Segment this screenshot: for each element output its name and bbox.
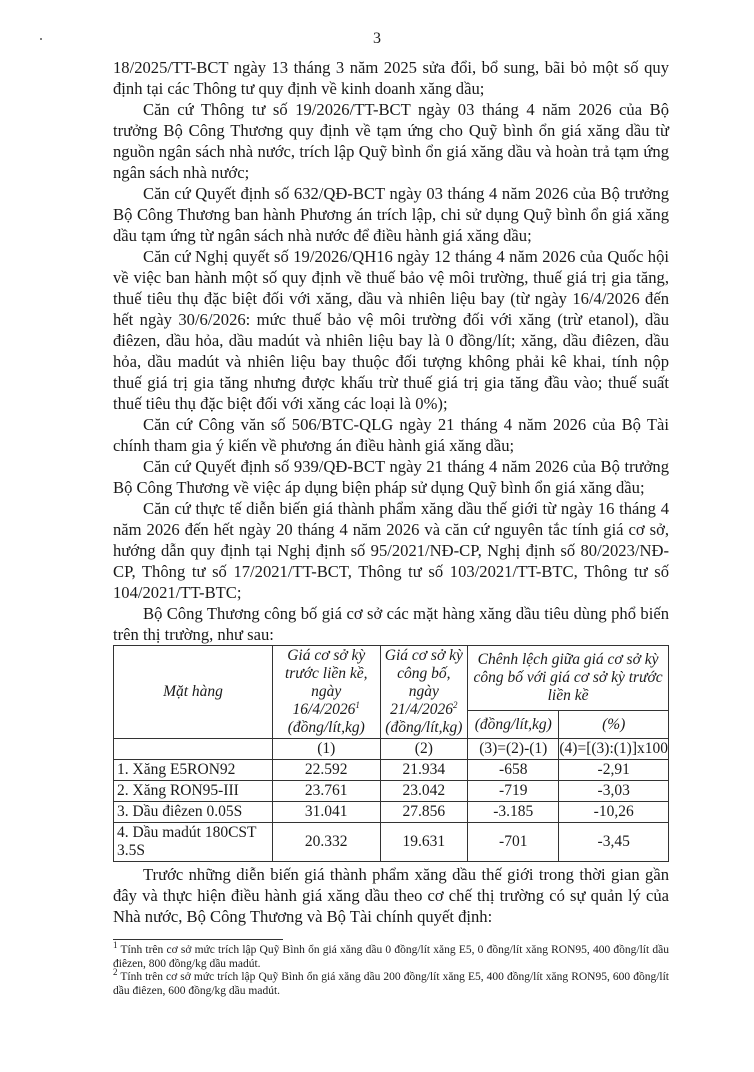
paragraph: Căn cứ Quyết định số 939/QĐ-BCT ngày 21 tháng 4 năm 2026 của Bộ trưởng Bộ Công Thương về việc áp dụng biện pháp sử dụng Quỹ bình ổn giá xăng dầu; [113,457,669,497]
formula-cell: (2) [380,739,468,760]
cell-diff: -658 [468,760,559,781]
paragraph: Căn cứ Thông tư số 19/2026/TT-BCT ngày 03 tháng 4 năm 2026 của Bộ trưởng Bộ Công Thương quy định về tạm ứng cho Quỹ bình ổn giá xăng dầu từ nguồn ngân sách nhà nước, trích lập Quỹ bình ổn giá xăng dầu và hoàn trả tạm ứng ngân sách nhà nước; [113,100,669,182]
cell-diff: -3.185 [468,802,559,823]
footnote-text: Tính trên cơ sở mức trích lập Quỹ Bình ổn giá xăng dầu 200 đồng/lít xăng E5, 400 đồng/lít xăng RON95, 600 đồng/lít dầu điêzen, 600 đồng/kg dầu madút. [113,971,669,997]
footnote-mark: 2 [113,967,118,978]
paragraph: Bộ Công Thương công bố giá cơ sở các mặt hàng xăng dầu tiêu dùng phổ biến trên thị trường, như sau: [113,604,669,644]
cell-curr: 21.934 [380,760,468,781]
footnote-text: Tính trên cơ sở mức trích lập Quỹ Bình ổn giá xăng dầu 0 đồng/lít xăng E5, 0 đồng/lít xăng RON95, 400 đồng/lít dầu điêzen, 800 đồng/kg dầu madút. [113,944,669,970]
cell-item: 4. Dầu madút 180CST 3.5S [114,823,273,862]
footnote [113,967,669,998]
footnote-ref: 1 [355,699,360,710]
formula-cell: (4)=[(3):(1)]x100 [559,739,669,760]
cell-pct: -3,45 [559,823,669,862]
cell-item: 1. Xăng E5RON92 [114,760,273,781]
header-prev-label: Giá cơ sở kỳ trước liền kề, ngày 16/4/2026 [284,647,368,718]
cell-pct: -2,91 [559,760,669,781]
header-prev-unit: (đồng/lít,kg) [287,719,365,736]
cell-pct: -3,03 [559,781,669,802]
cell-curr: 23.042 [380,781,468,802]
header-curr-unit: (đồng/lít,kg) [385,719,463,736]
price-table [113,645,669,862]
header-prev [272,646,380,739]
formula-row [114,739,669,760]
table-row [114,823,669,862]
paragraph: Căn cứ Nghị quyết số 19/2026/QH16 ngày 12 tháng 4 năm 2026 của Quốc hội về việc ban hành một số quy định về thuế bảo vệ môi trường, thuế giá trị gia tăng, thuế tiêu thụ đặc biệt đối với xăng, dầu và nhiên liệu bay (từ ngày 16/4/2026 đến hết ngày 30/6/2026: mức thuế bảo vệ môi trường đối với xăng (trừ etanol), dầu điêzen, dầu hỏa, dầu madút và nhiên liệu bay là 0 đồng/lít; xăng, dầu điêzen, dầu hỏa, dầu madút và nhiên liệu bay thuộc đối tượng không phải kê khai, tính nộp thuế giá trị gia tăng nhưng được khấu trừ thuế giá trị gia tăng đầu vào; thuế suất thuế tiêu thụ đặc biệt đối với xăng các loại là 0%); [113,247,669,413]
formula-cell: (3)=(2)-(1) [468,739,559,760]
paragraph: 18/2025/TT-BCT ngày 13 tháng 3 năm 2025 sửa đổi, bổ sung, bãi bỏ một số quy định tại các Thông tư quy định về kinh doanh xăng dầu; [113,58,669,98]
cell-item: 2. Xăng RON95-III [114,781,273,802]
formula-cell-empty [114,739,273,760]
cell-diff: -701 [468,823,559,862]
cell-item: 3. Dầu điêzen 0.05S [114,802,273,823]
paragraph: Căn cứ Công văn số 506/BTC-QLG ngày 21 tháng 4 năm 2026 của Bộ Tài chính tham gia ý kiến về phương án điều hành giá xăng dầu; [113,415,669,455]
table-row [114,760,669,781]
header-diff: Chênh lệch giữa giá cơ sở kỳ công bố với giá cơ sở kỳ trước liền kề [468,646,669,711]
header-diff-pct: (%) [559,711,669,739]
page-number: 3 [373,30,381,47]
cell-pct: -10,26 [559,802,669,823]
cell-diff: -719 [468,781,559,802]
cell-prev: 22.592 [272,760,380,781]
header-diff-abs: (đồng/lít,kg) [468,711,559,739]
footnote [113,940,669,971]
cell-prev: 23.761 [272,781,380,802]
footnote-mark: 1 [113,940,118,951]
cell-curr: 19.631 [380,823,468,862]
footnote-divider [113,939,283,940]
table-header-row [114,646,669,711]
formula-cell: (1) [272,739,380,760]
header-item: Mặt hàng [114,646,273,739]
table-row [114,781,669,802]
footnote-ref: 2 [453,699,458,710]
table-row [114,802,669,823]
header-curr [380,646,468,739]
header-curr-label: Giá cơ sở kỳ công bố, ngày 21/4/2026 [384,647,463,718]
paragraph: Căn cứ thực tế diễn biến giá thành phẩm xăng dầu thế giới từ ngày 16 tháng 4 năm 2026 đến hết ngày 20 tháng 4 năm 2026 và căn cứ nguyên tắc tính giá cơ sở, hướng dẫn quy định tại Nghị định số 95/2021/NĐ-CP, Nghị định số 80/2023/NĐ-CP, Thông tư số 17/2021/TT-BCT, Thông tư số 103/2021/TT-BTC, Thông tư số 104/2021/TT-BTC; [113,499,669,602]
paragraph: Căn cứ Quyết định số 632/QĐ-BCT ngày 03 tháng 4 năm 2026 của Bộ trưởng Bộ Công Thương ban hành Phương án trích lập, chi sử dụng Quỹ bình ổn giá xăng dầu tạm ứng từ ngân sách nhà nước để điều hành giá xăng dầu; [113,184,669,245]
closing-paragraph: Trước những diễn biến giá thành phẩm xăng dầu thế giới trong thời gian gần đây và thực hiện điều hành giá xăng dầu theo cơ chế thị trường có sự quản lý của Nhà nước, Bộ Công Thương và Bộ Tài chính quyết định: [113,865,669,926]
cell-prev: 31.041 [272,802,380,823]
cell-prev: 20.332 [272,823,380,862]
document-body [113,57,669,998]
cell-curr: 27.856 [380,802,468,823]
